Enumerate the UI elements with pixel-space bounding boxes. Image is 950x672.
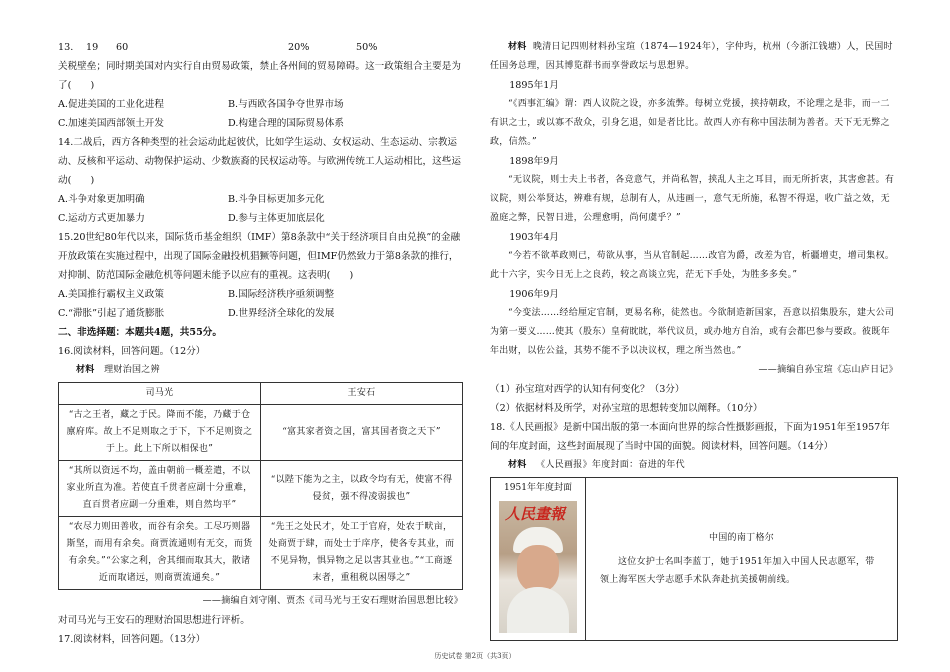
q15-options-ab [58, 285, 463, 304]
q13-val-3: 20% [288, 42, 310, 53]
q15-option-c: C.“滞胀”引起了通货膨胀 [58, 308, 165, 319]
q14-text: 14.二战后，西方各种类型的社会运动此起彼伏，比如学生运动、女权运动、生态运动、宗教运动、反核和平运动、动物保护运动、少数族裔的民权运动等。与欧洲传统工人运动相比，这些运动( ) [58, 137, 461, 186]
nurse-face-shape [517, 545, 559, 593]
q18-cover-table [490, 477, 898, 641]
q18-cover-caption: 1951年年度封面 [504, 483, 572, 493]
q14-option-c: C.运动方式更加暴力 [58, 213, 145, 224]
q17-entry-2: “无议院，则士夫上书者，各竞意气，并尚私智，挟乱人主之耳目，而无所折衷，其害愈甚。有议院，则公举贤达，辨难有规，总制有人，从违画一，意气无所施，私智不得逞，收广益之效，无盈庭之弊，民智日进，公理愈明，尚何虞乎？” [490, 175, 895, 223]
q14-options-ab [58, 190, 463, 209]
q17-entry-3: “今若不欲革政则已，苟欲从事，当从官制起……改官为爵，改差为官，析疆增吏，增司集权。此十六字，实今日无上之良药，较之高谈立宪，茫无下手处，为胜多多矣。” [490, 251, 895, 280]
q14-option-a: A.斗争对象更加明确 [58, 194, 145, 205]
q18-material-title [490, 456, 898, 475]
q13-header-row [58, 38, 463, 57]
q17-date-4: 1906年9月 [509, 289, 559, 300]
q17-source: ——摘编自孙宝瑄《忘山庐日记》 [758, 365, 898, 375]
page-footer: 历史试卷 第2页（共3页） [434, 652, 516, 660]
q18-material-label: 材料 [508, 460, 527, 470]
q15-option-d: D.世界经济全球化的发展 [228, 308, 335, 319]
q13-option-d: D.构建合理的国际贸易体系 [228, 118, 344, 129]
q17-stem: 17.阅读材料，回答问题。（13分） [58, 634, 206, 645]
q18-cover-cell [491, 478, 586, 641]
q14-option-b: B.斗争目标更加多元化 [228, 194, 325, 205]
q16-ask: 对司马光与王安石的理财治国思想进行评析。 [58, 615, 250, 626]
q17-entry-1: “《西事汇编》谓：西人议院之设，亦多流弊。每树立党援，挟持朝政，不论理之是非，而一二有识之士，或以寡不敌众，引身乞退，如是者比比。故西人亦有称中国法制为善者。天下无无弊之政，信然。” [490, 99, 890, 147]
q17-ask-1: （1）孙宝瑄对西学的认知有何变化？（3分） [490, 384, 685, 395]
q17-date-2: 1898年9月 [509, 156, 559, 167]
right-column [490, 0, 898, 641]
q13-options-ab [58, 95, 463, 114]
q16-cell-r1c2: “富其家者资之国，富其国者资之天下” [261, 405, 463, 461]
q16-cell-r2c1: “其所以资远不均，盖由朝前一概差遣，不以家业所直为准。若使直千贯者应副十分重难，直百贯者应副一分重难，则自然均平” [59, 461, 261, 517]
q17-entry-4: “今变法……经给厘定官制，更易名称，徒然也。今欲制造新国家，吾意以招集股东，建大公司为第一要义……使其（股东）皇荷眈眈，举代议员，或办地方自治，或有会都巴参与要政。彼既年年出财，以佐公益，其势不能不予以决议权，理之所当然也。” [490, 308, 895, 356]
q13-val-1: 19 [86, 42, 99, 53]
q17-intro [490, 38, 898, 76]
nurse-mask-shape [507, 587, 569, 633]
q18-cover-desc: 这位女护士名叫李蓝丁，她于1951年加入中国人民志愿军，带领上海军医大学志愿手术队奔赴抗美援朝前线。 [600, 557, 875, 585]
q14-option-d: D.参与主体更加底层化 [228, 213, 325, 224]
q16-stem: 16.阅读材料，回答问题。（12分） [58, 346, 206, 357]
q17-ask-2: （2）依据材料及所学，对孙宝瑄的思想转变加以阐释。（10分） [490, 403, 763, 414]
q13-option-c: C.加速美国西部领土开发 [58, 118, 164, 129]
q16-col-header-2: 王安石 [261, 383, 463, 405]
q18-stem: 18.《人民画报》是新中国出版的第一本面向世界的综合性摄影画报，下面为1951年至1957年间的年度封面，这些封面展现了当时中国的面貌。阅读材料，回答问题。（14分） [490, 422, 890, 452]
q17-date-3: 1903年4月 [509, 232, 559, 243]
q16-material-title [58, 361, 463, 380]
q15-options-cd [58, 304, 463, 323]
q13-options-cd [58, 114, 463, 133]
q16-cell-r3c2: “先王之处民才，处工于官府，处农于畎亩，处商贾于肆，而处士于庠序，使各专其业，而不见异物，惧异物之足以害其业也。”“工商逐末者，重租税以困辱之” [261, 517, 463, 590]
q13-number: 13. [58, 42, 74, 53]
q17-material-label: 材料 [508, 42, 527, 52]
q18-cover-image [499, 501, 577, 633]
q15-option-b: B.国际经济秩序亟须调整 [228, 289, 335, 300]
q13-text: 关税壁垒；同时期美国对内实行自由贸易政策，禁止各州间的贸易障碍。这一政策组合主要是为了( ) [58, 61, 461, 91]
q18-material-name: 《人民画报》年度封面：奋进的年代 [536, 460, 685, 470]
q16-comparison-table [58, 382, 463, 590]
cover-masthead: 人民畫報 [505, 505, 566, 523]
q18-cover-heading: 中国的南丁格尔 [708, 533, 775, 543]
q16-source: ——摘编自刘守刚、贾杰《司马光与王安石理财治国思想比较》 [202, 596, 463, 606]
q16-cell-r3c1: “农尽力则田善收，而谷有余矣。工尽巧则器斯坚，而用有余矣。商贾流通则有无交，而货有余矣。”“公家之利，舍其细而取其大，散诸近而取诸远，则商贾流通矣。” [59, 517, 261, 590]
q13-option-a: A.促进美国的工业化进程 [58, 99, 164, 110]
q15-option-a: A.美国推行霸权主义政策 [58, 289, 164, 300]
q13-option-b: B.与西欧各国争夺世界市场 [228, 99, 344, 110]
q17-date-1: 1895年1月 [509, 80, 559, 91]
section-2-heading: 二、非选择题：本题共4题，共55分。 [58, 327, 222, 338]
q16-cell-r1c1: “古之王者，藏之于民。降而不能，乃藏于仓廪府库。故上不足则取之于下，下不足则资之于上。此上下所以相保也” [59, 405, 261, 461]
q16-cell-r2c2: “以陛下能为之主，以政令均有无，使富不得侵贫，强不得凌弱拔也” [261, 461, 463, 517]
left-column [58, 0, 463, 649]
q16-material-label: 材料 [76, 365, 95, 375]
q13-val-4: 50% [356, 42, 378, 53]
q18-desc-cell [586, 478, 898, 641]
q15-text: 15.20世纪80年代以来，国际货币基金组织（IMF）第8条款中“关于经济项目自由兑换”的金融开放政策在实施过程中，出现了国际金融投机猖獗等问题，但IMF仍然致力于第8条款的推行，对抑制、防范国际金融危机等问题未能予以应有的重视。这表明( ) [58, 232, 461, 281]
q16-material-name: 理财治国之辨 [104, 365, 160, 375]
q17-intro-text: 晚清日记四则材料孙宝瑄（1874—1924年），字仲玙，杭州（今浙江钱塘）人，民国时任国务总理，因其博览群书而享誉政坛与思想界。 [490, 42, 893, 71]
q13-val-2: 60 [116, 42, 129, 53]
q14-options-cd [58, 209, 463, 228]
q16-col-header-1: 司马光 [59, 383, 261, 405]
